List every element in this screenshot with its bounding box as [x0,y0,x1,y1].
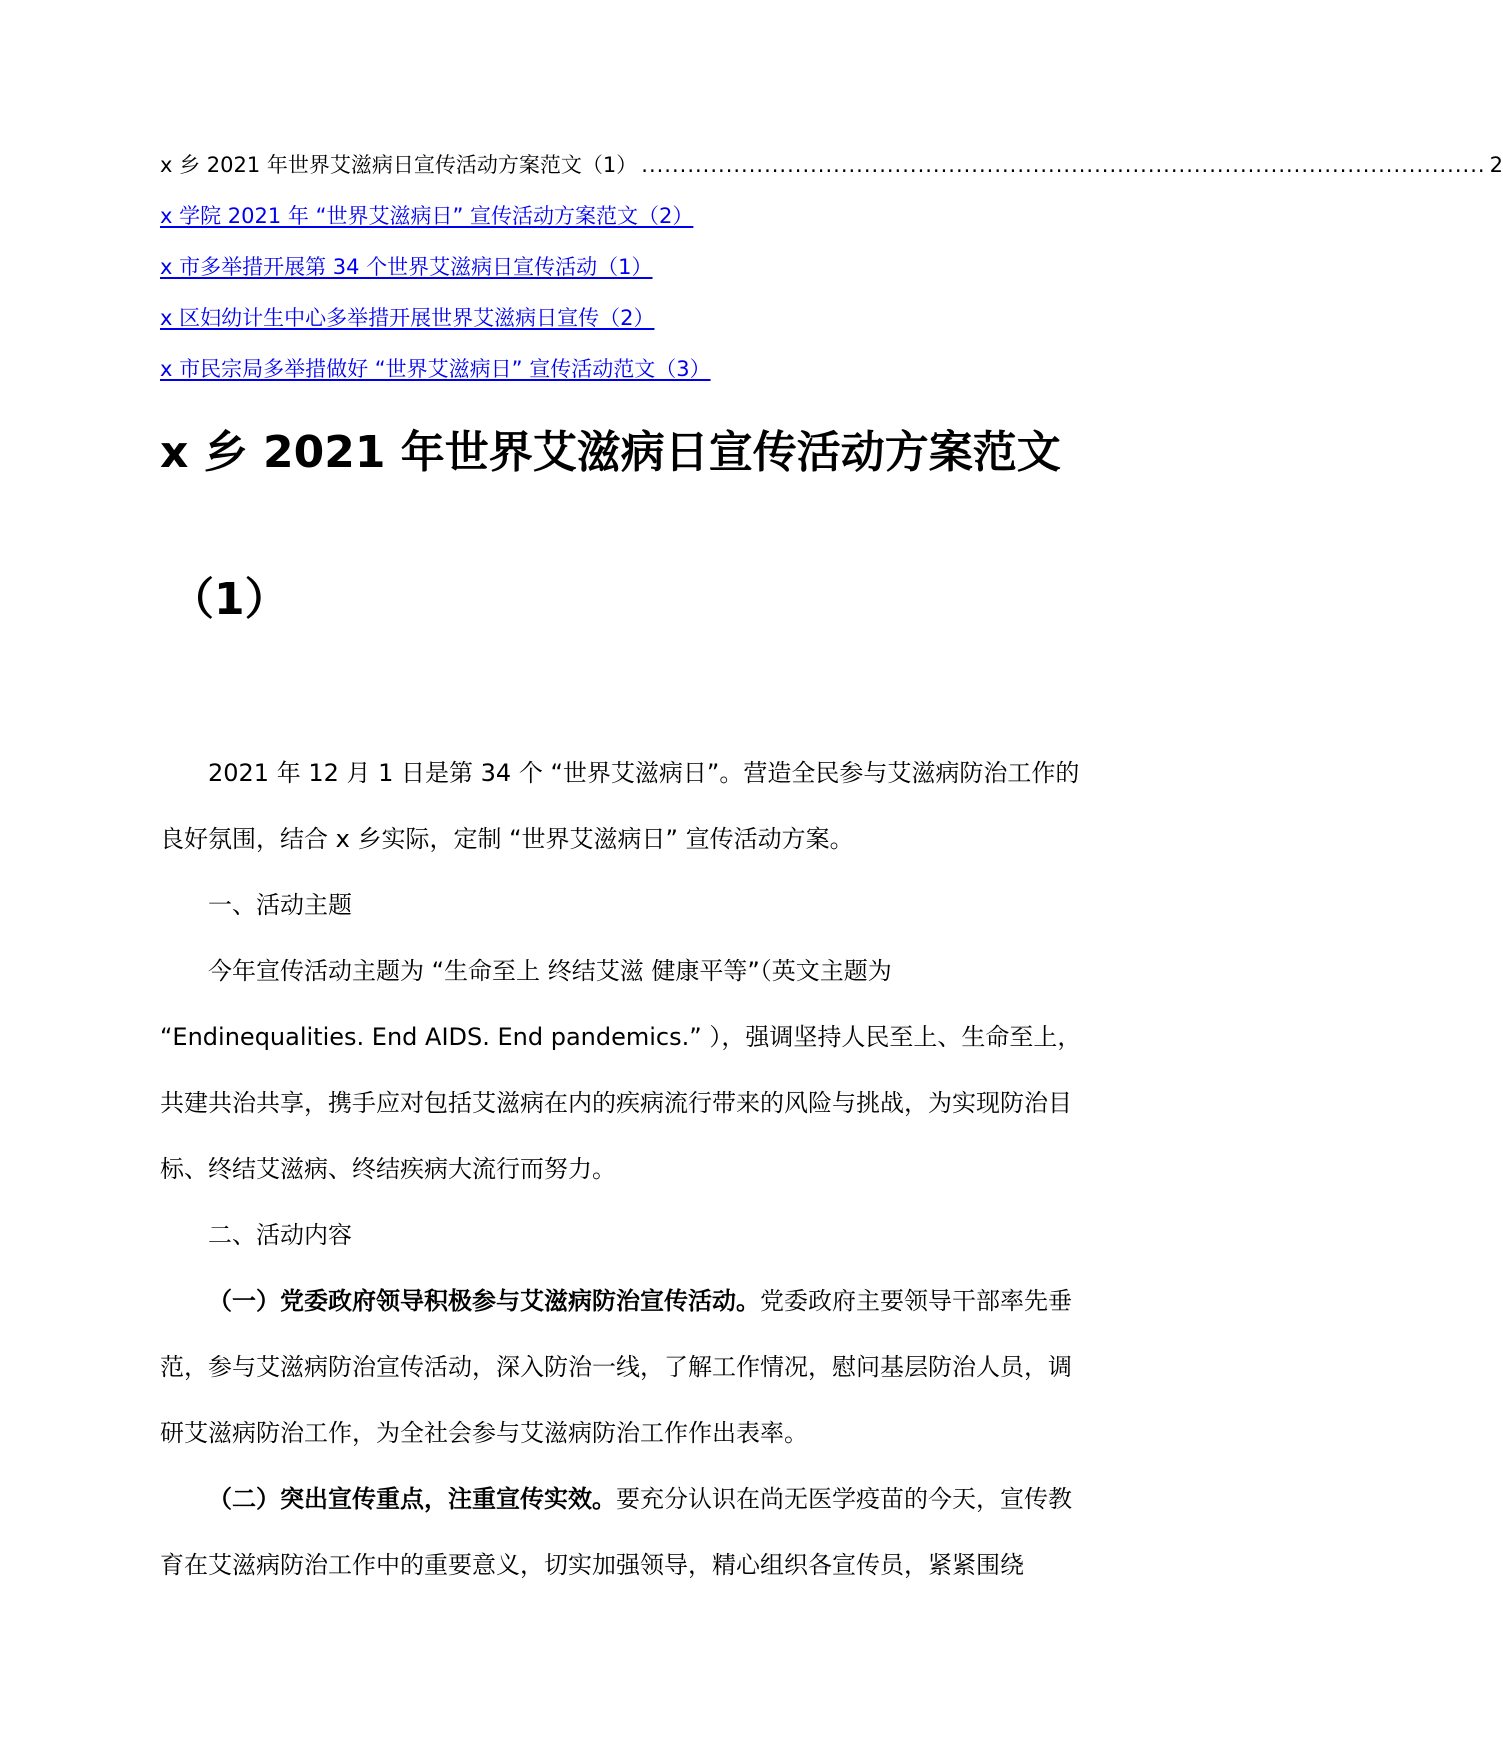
toc-entry-text: x 乡 2021 年世界艾滋病日宣传活动方案范文（1） [160,153,638,177]
document-body [160,740,1090,1598]
paragraph-item-2 [160,1466,1090,1598]
toc-entry-2 [160,201,1090,231]
toc-link-3[interactable]: x 市多举措开展第 34 个世界艾滋病日宣传活动（1） [160,255,653,279]
item-1-text: 党委政府主要领导干部率先垂范，参与艾滋病防治宣传活动，深入防治一线，了解工作情况，慰问基层防治人员，调研艾滋病防治工作，为全社会参与艾滋病防治工作作出表率。 [160,1287,1072,1447]
section-heading-theme: 一、活动主题 [208,891,352,919]
heading-number: （1） [170,574,289,625]
table-of-contents [160,150,1503,384]
toc-entry-3 [160,252,1090,282]
toc-leader-dots: .............................................................................................................. [641,153,1486,177]
toc-entry-4 [160,303,1090,333]
item-2-text: 要充分认识在尚无医学疫苗的今天，宣传教育在艾滋病防治工作中的重要意义，切实加强领导，精心组织各宣传员，紧紧围绕 [160,1485,1072,1579]
paragraph-item-1 [160,1268,1090,1466]
toc-entry-1[interactable] [160,150,1503,180]
item-2-title: （二）突出宣传重点，注重宣传实效。 [208,1485,616,1513]
paragraph-intro: 2021 年 12 月 1 日是第 34 个 “世界艾滋病日”。营造全民参与艾滋病防治工作的良好氛围，结合 x 乡实际，定制 “世界艾滋病日” 宣传活动方案。 [160,759,1080,853]
section-heading-content: 二、活动内容 [208,1221,352,1249]
document-heading: x 乡 2021 年世界艾滋病日宣传活动方案范文 [160,427,1061,478]
paragraph-theme-body: “Endinequalities. End AIDS. End pandemics.” ），强调坚持人民至上、生命至上，共建共治共享，携手应对包括艾滋病在内的疾病流行带来的风险与挑战，为实现防治目标、终结艾滋病、终结疾病大流行而努力。 [160,1023,1082,1183]
toc-entry-5 [160,354,1090,384]
item-1-title: （一）党委政府领导积极参与艾滋病防治宣传活动。 [208,1287,760,1315]
toc-link-4[interactable]: x 区妇幼计生中心多举措开展世界艾滋病日宣传（2） [160,306,655,330]
paragraph-theme-line: 今年宣传活动主题为 “生命至上 终结艾滋 健康平等”（英文主题为 [208,957,892,985]
toc-page-number: 2 [1489,153,1503,177]
toc-link-5[interactable]: x 市民宗局多举措做好 “世界艾滋病日” 宣传活动范文（3） [160,357,711,381]
toc-link-2[interactable]: x 学院 2021 年 “世界艾滋病日” 宣传活动方案范文（2） [160,204,694,228]
